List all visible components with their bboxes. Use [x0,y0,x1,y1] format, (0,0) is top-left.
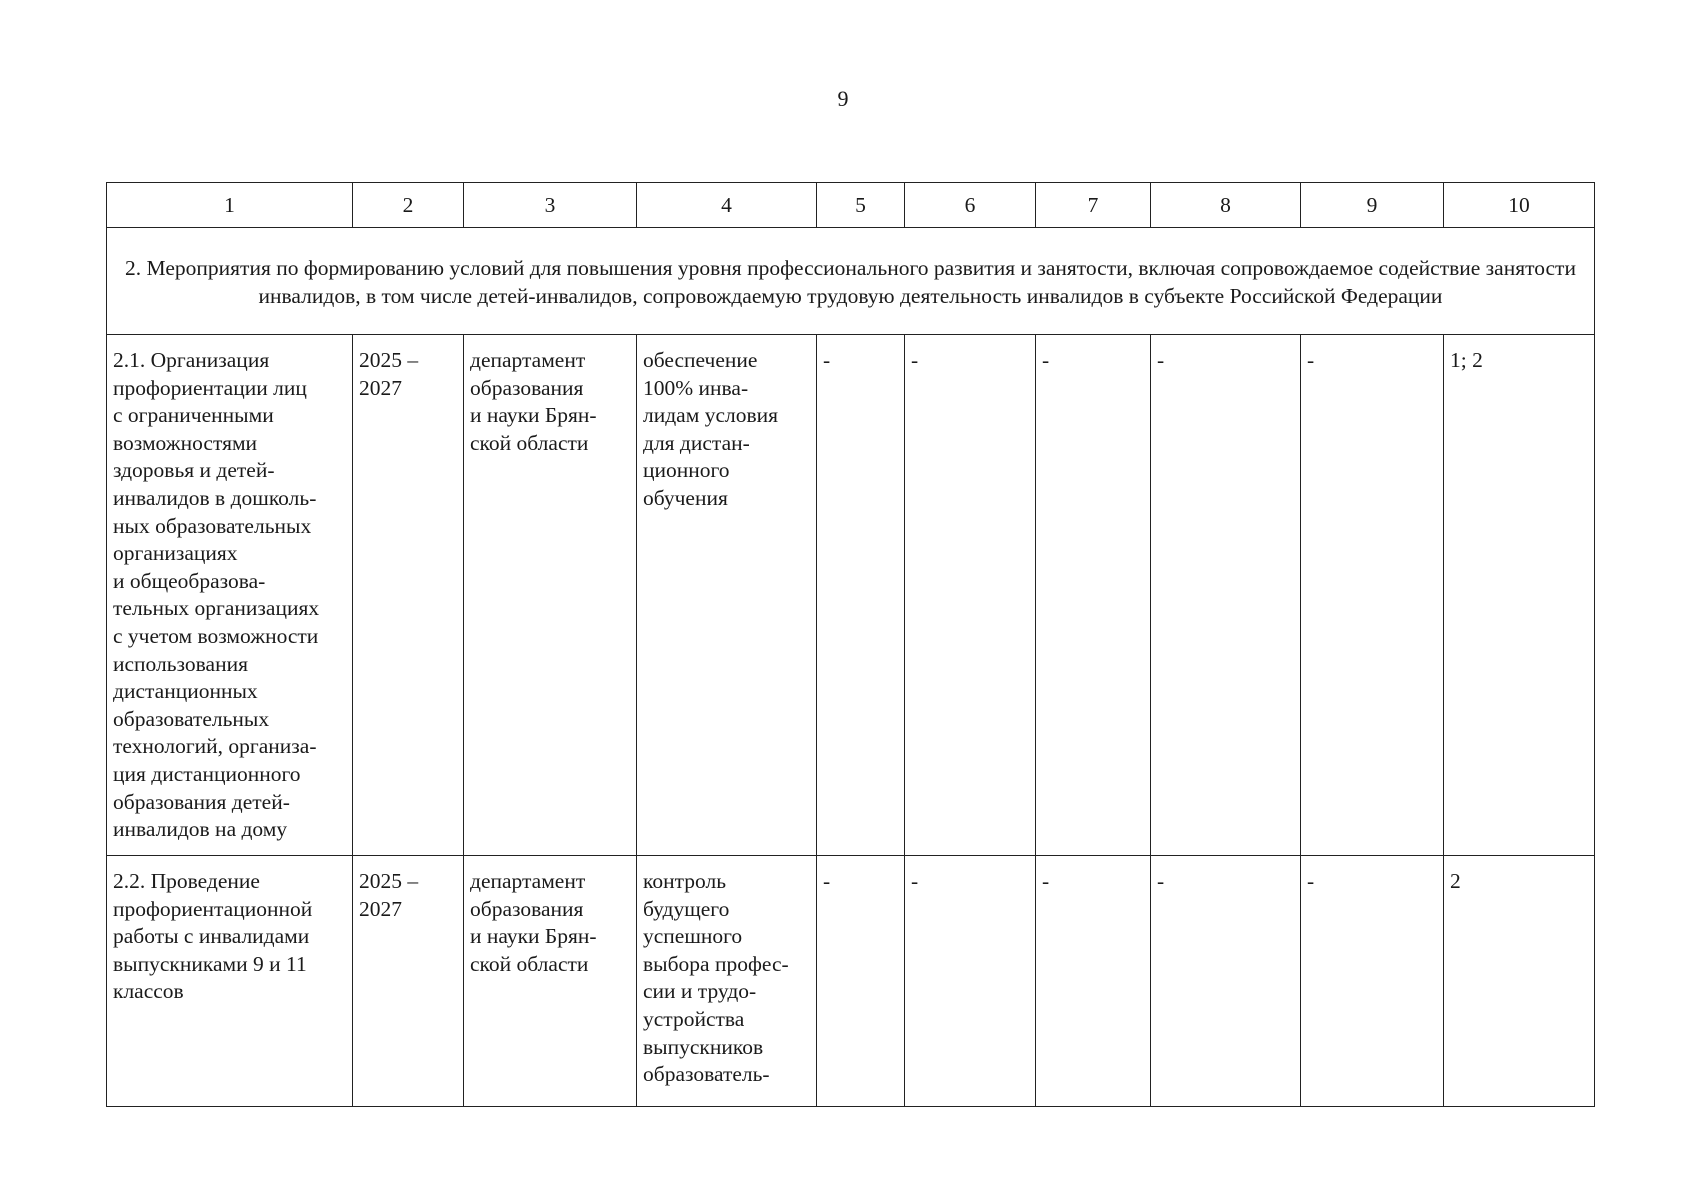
result-line: успешного [643,924,743,949]
value-cell: - [1036,335,1151,856]
measure-name-line: 2.1. Организация [113,348,270,372]
result-line: будущего [643,896,730,921]
measure-name-line: инвалидов в дошколь- [113,485,317,510]
executor-cell [464,335,637,856]
column-number: 4 [637,183,817,228]
measure-name-line: 2.2. Проведение [113,869,260,893]
column-number: 8 [1151,183,1301,228]
value-cell: - [1301,335,1444,856]
period-line: 2027 [359,375,402,400]
result-line: контроль [643,869,727,893]
column-number: 9 [1301,183,1444,228]
expected-result-cell [637,856,817,1107]
measure-name-line: работы с инвалидами [113,924,310,949]
measure-name-line: технологий, организа- [113,734,317,759]
value-cell: - [905,335,1036,856]
column-number: 2 [353,183,464,228]
executor-cell [464,856,637,1107]
result-line: сии и трудо- [643,979,757,1004]
column-number: 6 [905,183,1036,228]
table-row [107,856,1595,1107]
measure-name-line: организациях [113,541,238,566]
executor-line: департамент [470,348,586,372]
period-cell [353,856,464,1107]
result-line: обеспечение [643,348,758,372]
measure-name-line: тельных организациях [113,596,320,621]
measure-name-line: инвалидов на дому [113,817,288,842]
reference-cell: 1; 2 [1444,335,1595,856]
measure-name-line: образования детей- [113,789,290,814]
reference-cell: 2 [1444,856,1595,1107]
result-line: устройства [643,1006,745,1031]
result-line: лидам условия [643,403,779,428]
measure-name-line: возможностями [113,430,258,455]
value-cell: - [1151,856,1301,1107]
executor-line: и науки Брян- [470,924,597,949]
measure-name-line: ция дистанционного [113,761,301,786]
section-heading-row [107,228,1595,335]
column-number: 3 [464,183,637,228]
expected-result-cell [637,335,817,856]
period-line: 2025 – [359,348,419,372]
measure-name-line: классов [113,979,184,1004]
measures-table [106,182,1595,1107]
measure-name-line: дистанционных [113,679,258,704]
result-line: для дистан- [643,430,750,455]
result-line: ционного [643,458,730,483]
result-line: выпускников [643,1034,764,1059]
measure-name-line: выпускниками 9 и 11 [113,951,307,976]
value-cell: - [905,856,1036,1107]
result-line: образователь- [643,1062,770,1087]
measure-name-line: и общеобразова- [113,568,266,593]
measure-name-line: профориентационной [113,896,313,921]
measure-name-line: ных образовательных [113,513,312,538]
result-line: 100% инва- [643,375,749,400]
result-line: обучения [643,485,728,510]
page-number: 9 [837,86,849,111]
measure-name-line: здоровья и детей- [113,458,275,483]
period-line: 2025 – [359,869,419,893]
measure-name-line: профориентации лиц [113,375,307,400]
table-row [107,335,1595,856]
executor-line: образования [470,375,584,400]
executor-line: департамент [470,869,586,893]
period-cell [353,335,464,856]
result-line: выбора профес- [643,951,789,976]
executor-line: образования [470,896,584,921]
measure-name-line: образовательных [113,706,270,731]
column-number: 1 [107,183,353,228]
measure-name-cell [107,335,353,856]
executor-line: и науки Брян- [470,403,597,428]
column-number: 7 [1036,183,1151,228]
value-cell: - [817,856,905,1107]
section-title: 2. Мероприятия по формированию условий для повышения уровня профессионального развития и занятости, включая сопровождаемое содействие занятости инвалидов, в том числе детей-инвалидов, сопровождаемую трудовую деятельность инвалидов в субъекте Российской Федерации [107,228,1595,335]
value-cell: - [1151,335,1301,856]
measure-name-line: использования [113,651,248,676]
column-number: 5 [817,183,905,228]
column-number-row [107,183,1595,228]
value-cell: - [1036,856,1151,1107]
executor-line: ской области [470,430,589,455]
measure-name-line: с ограниченными [113,403,274,428]
column-number: 10 [1444,183,1595,228]
measure-name-line: с учетом возможности [113,623,319,648]
value-cell: - [817,335,905,856]
executor-line: ской области [470,951,589,976]
measure-name-cell [107,856,353,1107]
value-cell: - [1301,856,1444,1107]
period-line: 2027 [359,896,402,921]
